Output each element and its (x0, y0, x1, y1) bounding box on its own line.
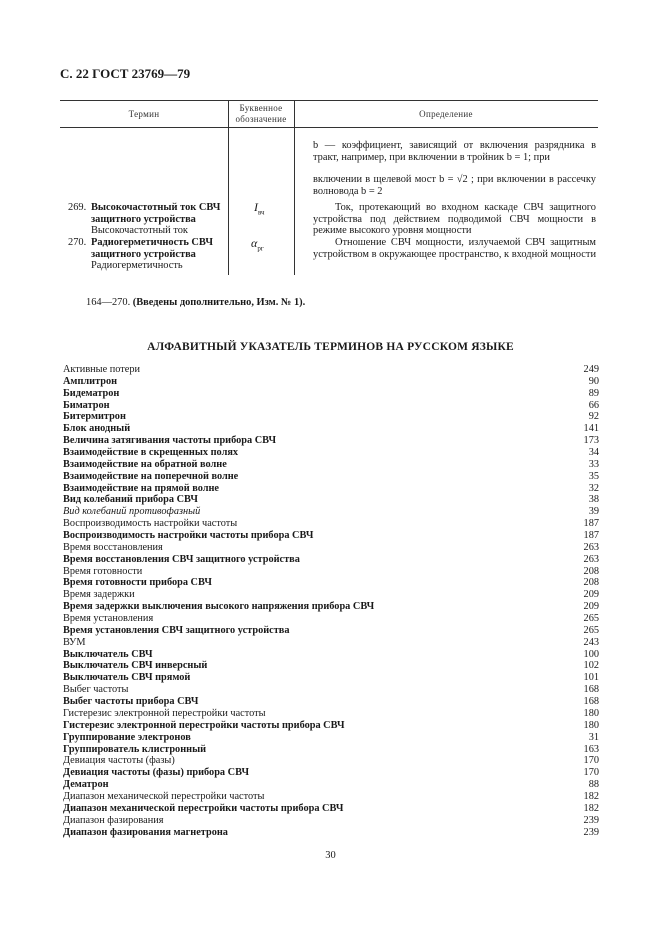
index-term: Диапазон механической перестройки частоты (63, 790, 265, 802)
index-page-ref: 249 (583, 364, 599, 375)
index-entry (63, 696, 599, 708)
index-term: Время восстановления (63, 541, 163, 553)
index-term: Время задержки (63, 589, 135, 601)
index-page-ref: 35 (588, 470, 599, 482)
index-term: Взаимодействие на обратной волне (63, 458, 227, 470)
index-page-ref: 163 (583, 743, 599, 755)
index-page-ref: 31 (588, 731, 599, 743)
index-entry (63, 601, 599, 613)
amendment-range: 164—270. (86, 297, 131, 308)
entry-number: 269. (68, 202, 87, 213)
index-page-ref: 170 (583, 767, 599, 779)
index-page-ref: 239 (583, 814, 599, 826)
index-entry (63, 755, 599, 767)
index-term: Гистерезис электронной перестройки частоты (63, 707, 266, 719)
index-entry (63, 364, 599, 376)
index-page-ref: 182 (583, 790, 599, 802)
index-page-ref: 187 (583, 518, 599, 530)
index-entry (63, 625, 599, 637)
index-term: Время задержки выключения высокого напряжения прибора СВЧ (63, 601, 375, 613)
index-entry (63, 815, 599, 827)
index-term: Девиация частоты (фазы) (63, 755, 175, 767)
page-header: С. 22 ГОСТ 23769—79 (60, 66, 191, 81)
index-entry (63, 376, 599, 388)
index-page-ref: 180 (583, 719, 599, 731)
continued-definition-1: b — коэффициент, зависящий от включения разрядника в тракт, например, при включении в тройник b = 1; при (313, 140, 596, 163)
entry-symbol: $\alpha_{рг}$ (251, 236, 264, 253)
index-page-ref: 170 (583, 755, 599, 767)
col-header-term: Термин (128, 109, 160, 119)
index-page-ref: 168 (583, 696, 599, 708)
entry-term-cont: защитного устройства (91, 213, 196, 225)
index-entry (63, 554, 599, 566)
entry-number: 270. (68, 237, 87, 248)
page-number: 30 (325, 850, 336, 861)
index-term: Активные потери (63, 364, 141, 375)
index-page-ref: 187 (583, 530, 599, 542)
index-page-ref: 265 (583, 613, 599, 625)
index-entry (63, 732, 599, 744)
index-term: Время готовности (63, 565, 143, 577)
index-entry (63, 779, 599, 791)
index-term: Диапазон механической перестройки частоты прибора СВЧ (63, 802, 344, 814)
index-term: Взаимодействие в скрещенных полях (63, 447, 239, 459)
index-page-ref: 243 (583, 636, 599, 648)
table-col-divider-2 (294, 100, 295, 275)
index-term: Выключатель СВЧ инверсный (63, 660, 208, 672)
index-term: ВУМ (63, 636, 86, 648)
index-page-ref: 173 (583, 435, 599, 447)
index-entry (63, 447, 599, 459)
index-entry (63, 423, 599, 435)
index-term: Вид колебаний прибора СВЧ (63, 494, 198, 506)
entry-symbol: $I_{вч}$ (254, 200, 265, 217)
index-entry (63, 827, 599, 839)
index-page-ref: 141 (583, 423, 599, 435)
entry-term-cont: защитного устройства (91, 248, 196, 260)
index-page-ref: 90 (588, 375, 599, 387)
entry-term: Высокочастотный ток СВЧ (91, 202, 221, 213)
index-entry (63, 637, 599, 649)
entry-short-term: Радиогерметичность (91, 260, 183, 271)
index-term: Девиация частоты (фазы) прибора СВЧ (63, 767, 249, 779)
index-term: Время готовности прибора СВЧ (63, 577, 212, 589)
index-page-ref: 209 (583, 601, 599, 613)
index-term: Выбег частоты (63, 684, 129, 696)
index-entry (63, 708, 599, 720)
index-entry (63, 518, 599, 530)
index-page-ref: 180 (583, 707, 599, 719)
index-page-ref: 38 (588, 494, 599, 506)
index-term: Выбег частоты прибора СВЧ (63, 696, 199, 708)
index-term: Группирование электронов (63, 731, 191, 743)
index-term: Дематрон (63, 779, 109, 791)
index-entry (63, 471, 599, 483)
index-entry (63, 530, 599, 542)
index-entry (63, 589, 599, 601)
index-term: Воспроизводимость настройки частоты прибора СВЧ (63, 530, 314, 542)
index-entry (63, 577, 599, 589)
index-entry (63, 566, 599, 578)
index-page-ref: 263 (583, 541, 599, 553)
index-entry (63, 483, 599, 495)
index-term: Взаимодействие на прямой волне (63, 482, 219, 494)
index-page-ref: 34 (588, 447, 599, 459)
index-term: Время восстановления СВЧ защитного устройства (63, 553, 300, 565)
index-entry (63, 649, 599, 661)
index-page-ref: 102 (583, 660, 599, 672)
index-entry (63, 411, 599, 423)
index-term: Выключатель СВЧ (63, 648, 153, 660)
amendment-note (86, 297, 305, 308)
index-term: Диапазон фазирования (63, 814, 164, 826)
index-page-ref: 182 (583, 802, 599, 814)
entry-definition: Отношение СВЧ мощности, излучаемой СВЧ защитным устройством в окружающее пространство, к входной мощности (313, 237, 597, 260)
index-page-ref: 39 (588, 506, 599, 518)
index-entry (63, 388, 599, 400)
index-term: Воспроизводимость настройки частоты (63, 518, 238, 530)
index-entry (63, 684, 599, 696)
index-term: Гистерезис электронной перестройки частоты прибора СВЧ (63, 719, 345, 731)
col-header-symbol-1: Буквенное (239, 103, 283, 113)
col-header-definition: Определение (419, 109, 473, 119)
index-entry (63, 494, 599, 506)
index-term: Выключатель СВЧ прямой (63, 672, 191, 684)
index-entry (63, 400, 599, 412)
index-entry (63, 791, 599, 803)
index-term: Битермитрон (63, 411, 126, 423)
index-term: Время установления (63, 613, 154, 625)
index-term: Диапазон фазирования магнетрона (63, 826, 228, 838)
index-term: Время установления СВЧ защитного устройства (63, 624, 290, 636)
table-top-rule (60, 100, 598, 101)
index-page-ref: 263 (583, 553, 599, 565)
continued-definition-2: включении в щелевой мост b = √2 ; при включении в рассечку волновода b = 2 (313, 174, 596, 197)
index-term: Взаимодействие на поперечной волне (63, 470, 239, 482)
index-page-ref: 92 (588, 411, 599, 423)
index-entry (63, 613, 599, 625)
index-page-ref: 66 (588, 399, 599, 411)
index-page-ref: 32 (588, 482, 599, 494)
col-header-symbol-2: обозначение (235, 114, 287, 124)
index-term: Биматрон (63, 399, 110, 411)
index-entry (63, 660, 599, 672)
entry-definition: Ток, протекающий во входном каскаде СВЧ защитного устройства под действием подводимой СВЧ мощности в режиме высокого уровня мощности (313, 202, 596, 237)
index-entry (63, 767, 599, 779)
index-entry (63, 672, 599, 684)
index-term: Величина затягивания частоты прибора СВЧ (63, 435, 277, 447)
index-page-ref: 168 (583, 684, 599, 696)
index-title: АЛФАВИТНЫЙ УКАЗАТЕЛЬ ТЕРМИНОВ НА РУССКОМ ЯЗЫКЕ (147, 341, 514, 353)
table-header-rule (60, 127, 598, 128)
index-page-ref: 89 (588, 387, 599, 399)
index-page-ref: 88 (588, 779, 599, 791)
index-entry (63, 744, 599, 756)
index-entry (63, 506, 599, 518)
index-page-ref: 209 (583, 589, 599, 601)
index-page-ref: 265 (583, 624, 599, 636)
index-entry (63, 542, 599, 554)
index-entry (63, 720, 599, 732)
index-entry (63, 803, 599, 815)
table-col-divider-1 (228, 100, 229, 275)
index-page-ref: 101 (583, 672, 599, 684)
index-page-ref: 100 (583, 648, 599, 660)
index-entry (63, 459, 599, 471)
index-page-ref: 33 (588, 458, 599, 470)
entry-short-term: Высокочастотный ток (91, 225, 188, 236)
index-page-ref: 239 (583, 826, 599, 838)
index-term: Группирователь клистронный (63, 743, 207, 755)
index-entry (63, 435, 599, 447)
index-term: Амплитрон (63, 375, 118, 387)
index-page-ref: 208 (583, 577, 599, 589)
index-page-ref: 208 (583, 565, 599, 577)
index-term: Бидематрон (63, 387, 120, 399)
amendment-text: (Введены дополнительно, Изм. № 1). (132, 297, 306, 308)
index-term: Блок анодный (63, 423, 131, 435)
index-term: Вид колебаний противофазный (63, 506, 201, 518)
alphabetical-index (63, 364, 599, 838)
entry-term: Радиогерметичность СВЧ (91, 237, 213, 248)
